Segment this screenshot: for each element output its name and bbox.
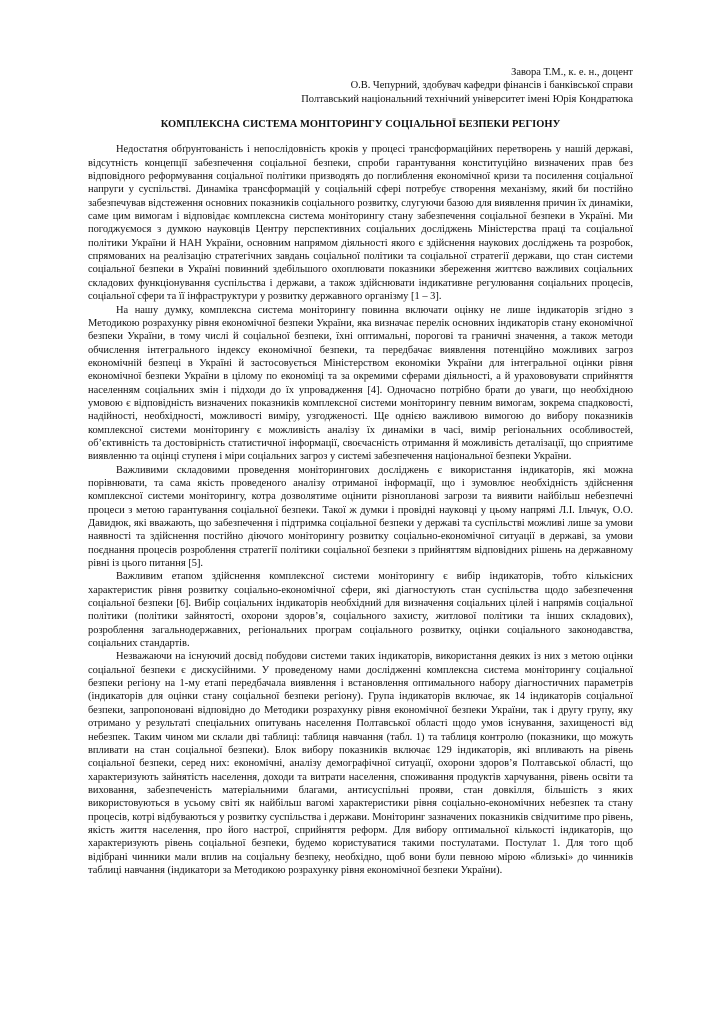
paragraph-4: Важливим етапом здійснення комплексної системи моніторингу є вибір індикаторів, тобто кількісних характеристик рівня розвитку соціально-економічної сфери, які діагностують стан суспільства щодо забезпечення соціальної безпеки [6]. Вибір соціальних індикаторів необхідний для визначення соціальних цілей і напрямів соціальної політики (політики зайнятості, охорони здоров’я, соціального захисту, житлової політики та інших складових), розроблення загальнодержавних, регіональних програм соціального розвитку, оцінки соціального законодавства, соціальних стандартів.: [88, 571, 633, 650]
paragraph-3: Важливими складовими проведення моніторингових досліджень є використання індикаторів, які можна порівнювати, та сама якість проведеного аналізу отриманої інформації, що і зумовлює необхідність здійснення комплексної системи моніторингу, котра дозволятиме оцінити різнопланові загрози та виявити найбільш небезпечні процеси з метою гарантування соціальної безпеки. Такої ж думки і провідні науковці у цьому напрямі Л.І. Ільчук, О.О. Давидюк, які вважають, що забезпечення і підтримка соціальної безпеки у державі та суспільстві можливі лише за умови наявності та здійснення постійно діючого моніторингу розвитку соціально-економічної ситуації в державі, за умови поєднання процесів розроблення стратегії політики соціальної безпеки з прийняттям відповідних рішень на державному рівні із цього питання [5].: [88, 464, 633, 570]
paragraph-1: Недостатня обґрунтованість і непослідовність кроків у процесі трансформаційних перетворень у нашій державі, відсутність концепції забезпечення соціальної безпеки, спроби гарантування конституційно визначених прав без відповідного реформування соціальної політики призводять до поглиблення економічної кризи та посилення соціальної напруги у суспільстві. Динаміка трансформацій у соціальній сфері потребує створення механізму, який би постійно забезпечував відстеження основних показників соціального розвитку, слугуючи базою для виявлення причин їх динаміки, саме цим вимогам і відповідає комплексна система моніторингу стану забезпечення соціальної безпеки в Україні. Ми погоджуємося з думкою науковців Центру перспективних соціальних досліджень Міністерства праці та соціальної політики України й НАН України, основним напрямом діяльності якого є здійснення наукових досліджень та розробок, спрямованих на реалізацію стратегічних завдань соціальної політики та соціальної стратегії держави, що стан системи соціальної безпеки в Україні повинний здебільшого охоплювати показники збереження життєво важливих соціальних складових функціонування суспільства і держави, а також здійснювати індикативне регулювання соціальних процесів, соціальної сфери та її інфраструктури у розвитку державного організму [1 – 3].: [88, 144, 633, 303]
author-line-3: Полтавський національний технічний університет імені Юрія Кондратюка: [301, 93, 633, 105]
article-body: [88, 143, 633, 877]
article-title: КОМПЛЕКСНА СИСТЕМА МОНІТОРИНГУ СОЦІАЛЬНОЇ БЕЗПЕКИ РЕГІОНУ: [160, 119, 561, 131]
author-block: [88, 66, 633, 106]
paragraph-2: На нашу думку, комплексна система моніторингу повинна включати оцінку не лише індикаторів згідно з Методикою розрахунку рівня економічної безпеки України, яка визначає перелік основних індикаторів стану економічної безпеки України, в тому числі й соціальної безпеки, їхні оптимальні, порогові та граничні значення, а також методи обчислення інтегрального індексу економічної безпеки, та передбачає виявлення потенційно можливих загроз економічній безпеці в Україні й застосовується Міністерством економіки України для інтегральної оцінки рівня економічної безпеки України в цілому по економіці та за окремими сферами діяльності, а й урахововувати сприйняття населенням соціальних змін і підходи до їх упровадження [4]. Одночасно потрібно брати до уваги, що необхідною умовою є відповідність визначених показників комплексної системи моніторингу певним вимогам, зокрема спадковості, надійності, необхідності, можливості виміру, узгодженості. Ще однією важливою вимогою до вибору показників комплексної системи моніторингу є можливість аналізу їх динаміки в часі, вимір регіональних особливостей, об’єктивність та достовірність статистичної інформації, своєчасність отримання й можливість деталізації, що сприятиме виявленню та оцінці ступеня і міри соціальних загроз у системі забезпечення національної безпеки України.: [88, 304, 633, 463]
document-page: [88, 66, 633, 877]
author-line-1: Завора Т.М., к. е. н., доцент: [511, 67, 633, 78]
paragraph-5: Незважаючи на існуючий досвід побудови системи таких індикаторів, використання деяких із них з метою оцінки соціальної безпеки є дискусійними. У проведеному нами дослідженні комплексна система моніторингу соціальної безпеки регіону на 1-му етапі передбачала виявлення і встановлення оптимального набору діагностичних параметрів (індикаторів для оцінки стану соціальної безпеки регіону). Група індикаторів включає, як 14 індикаторів соціальної безпеки, запропоновані відповідно до Методики розрахунку рівня економічної безпеки України, так і другу групу, яку отримано у результаті спеціальних опитувань населення Полтавської області щодо умов існування, захищеності від небезпек. Таким чином ми склали дві таблиці: таблиця навчання (табл. 1) та таблиця контролю (показники, що можуть впливати на стан соціальної безпеки). Блок вибору показників включає 129 індикаторів, які впливають на рівень соціальної безпеки, серед них: економічні, аналізу демографічної ситуації, охорони здоров’я Полтавської області, що характеризують зайнятість населення, доходи та витрати населення, споживання продуктів харчування, рівень освіти та виховання, забезпеченість матеріальними благами, антисуспільні прояви, стан довкілля, більшість з яких використовуються в усьому світі як найбільш вагомі характеристики рівня соціально-економічних небезпек та стану процесів, котрі відбуваються у розвитку суспільства і держави. Моніторинг зазначених показників свідчитиме про рівень, якість життя населення, про його настрої, сприйняття реформ. Для вибору оптимальної кількості індикаторів, що характеризують рівень соціальної безпеки, будемо користуватися такими постулатами. Постулат 1. Для того щоб відібрані чинники мали вплив на соціальну безпеку, необхідно, щоб вони були певною мірою «близькі» до чинників таблиці навчання (індикатори за Методикою розрахунку рівня економічної безпеки України).: [88, 651, 633, 876]
author-line-2: О.В. Чепурний, здобувач кафедри фінансів і банківської справи: [350, 80, 633, 92]
